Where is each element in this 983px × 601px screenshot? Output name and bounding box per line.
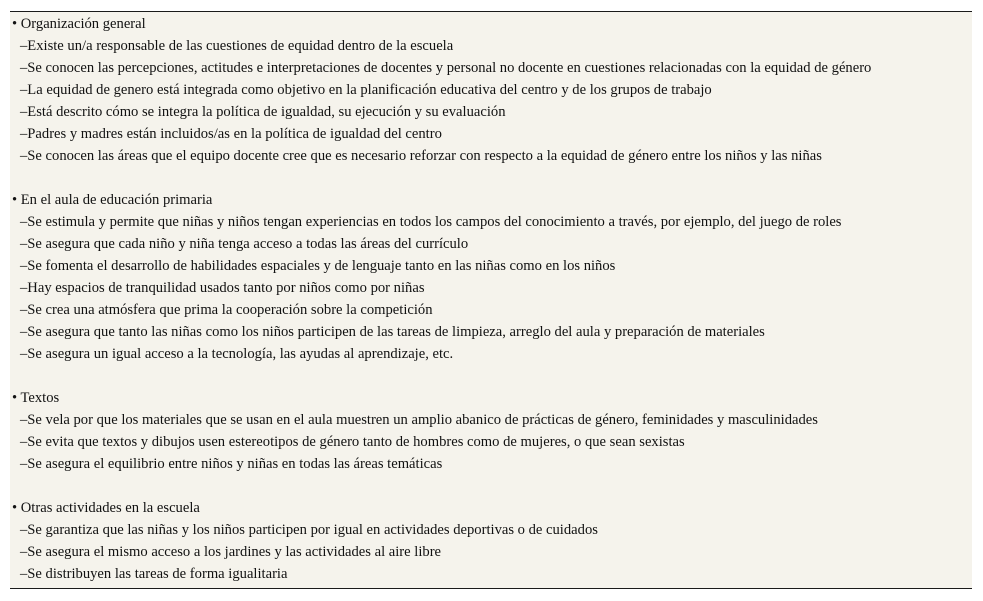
list-item: –Se crea una atmósfera que prima la cooperación sobre la competición <box>20 302 433 318</box>
section-heading: • Textos <box>12 390 60 406</box>
section-otras-actividades <box>10 497 972 585</box>
list-item: –Se conocen las percepciones, actitudes e interpretaciones de docentes y personal no docente en cuestiones relacionadas con la equidad de género <box>20 60 872 76</box>
section-spacer <box>10 475 972 497</box>
list-item: –Se estimula y permite que niñas y niños tengan experiencias en todos los campos del conocimiento a través, por ejemplo, del juego de roles <box>20 214 842 230</box>
section-spacer <box>10 365 972 387</box>
list-item: –Se garantiza que las niñas y los niños participen por igual en actividades deportivas o de cuidados <box>20 522 598 538</box>
list-item: –Se distribuyen las tareas de forma igualitaria <box>20 566 288 582</box>
section-textos <box>10 387 972 475</box>
list-item: –Se evita que textos y dibujos usen estereotipos de género tanto de hombres como de mujeres, o que sean sexistas <box>20 434 685 450</box>
list-item: –Se asegura un igual acceso a la tecnología, las ayudas al aprendizaje, etc. <box>20 346 454 362</box>
section-heading: • Organización general <box>12 16 146 32</box>
list-item: –Existe un/a responsable de las cuestiones de equidad dentro de la escuela <box>20 38 454 54</box>
list-item: –Se vela por que los materiales que se usan en el aula muestren un amplio abanico de prácticas de género, feminidades y masculinidades <box>20 412 818 428</box>
section-spacer <box>10 167 972 189</box>
list-item: –Se asegura que tanto las niñas como los niños participen de las tareas de limpieza, arreglo del aula y preparación de materiales <box>20 324 765 340</box>
list-item: –Está descrito cómo se integra la política de igualdad, su ejecución y su evaluación <box>20 104 506 120</box>
list-item: –Se asegura el mismo acceso a los jardines y las actividades al aire libre <box>20 544 442 560</box>
section-heading: • Otras actividades en la escuela <box>12 500 200 516</box>
section-aula-primaria <box>10 189 972 365</box>
list-item: –Hay espacios de tranquilidad usados tanto por niños como por niñas <box>20 280 425 296</box>
list-item: –La equidad de genero está integrada como objetivo en la planificación educativa del centro y de los grupos de trabajo <box>20 82 712 98</box>
list-item: –Se conocen las áreas que el equipo docente cree que es necesario reforzar con respecto a la equidad de género entre los niños y las niñas <box>20 148 822 164</box>
list-item: –Se asegura el equilibrio entre niños y niñas en todas las áreas temáticas <box>20 456 443 472</box>
checklist-table <box>10 11 972 589</box>
list-item: –Se asegura que cada niño y niña tenga acceso a todas las áreas del currículo <box>20 236 469 252</box>
list-item: –Padres y madres están incluidos/as en la política de igualdad del centro <box>20 126 442 142</box>
section-organizacion-general <box>10 13 972 167</box>
list-item: –Se fomenta el desarrollo de habilidades espaciales y de lenguaje tanto en las niñas como en los niños <box>20 258 616 274</box>
section-heading: • En el aula de educación primaria <box>12 192 213 208</box>
